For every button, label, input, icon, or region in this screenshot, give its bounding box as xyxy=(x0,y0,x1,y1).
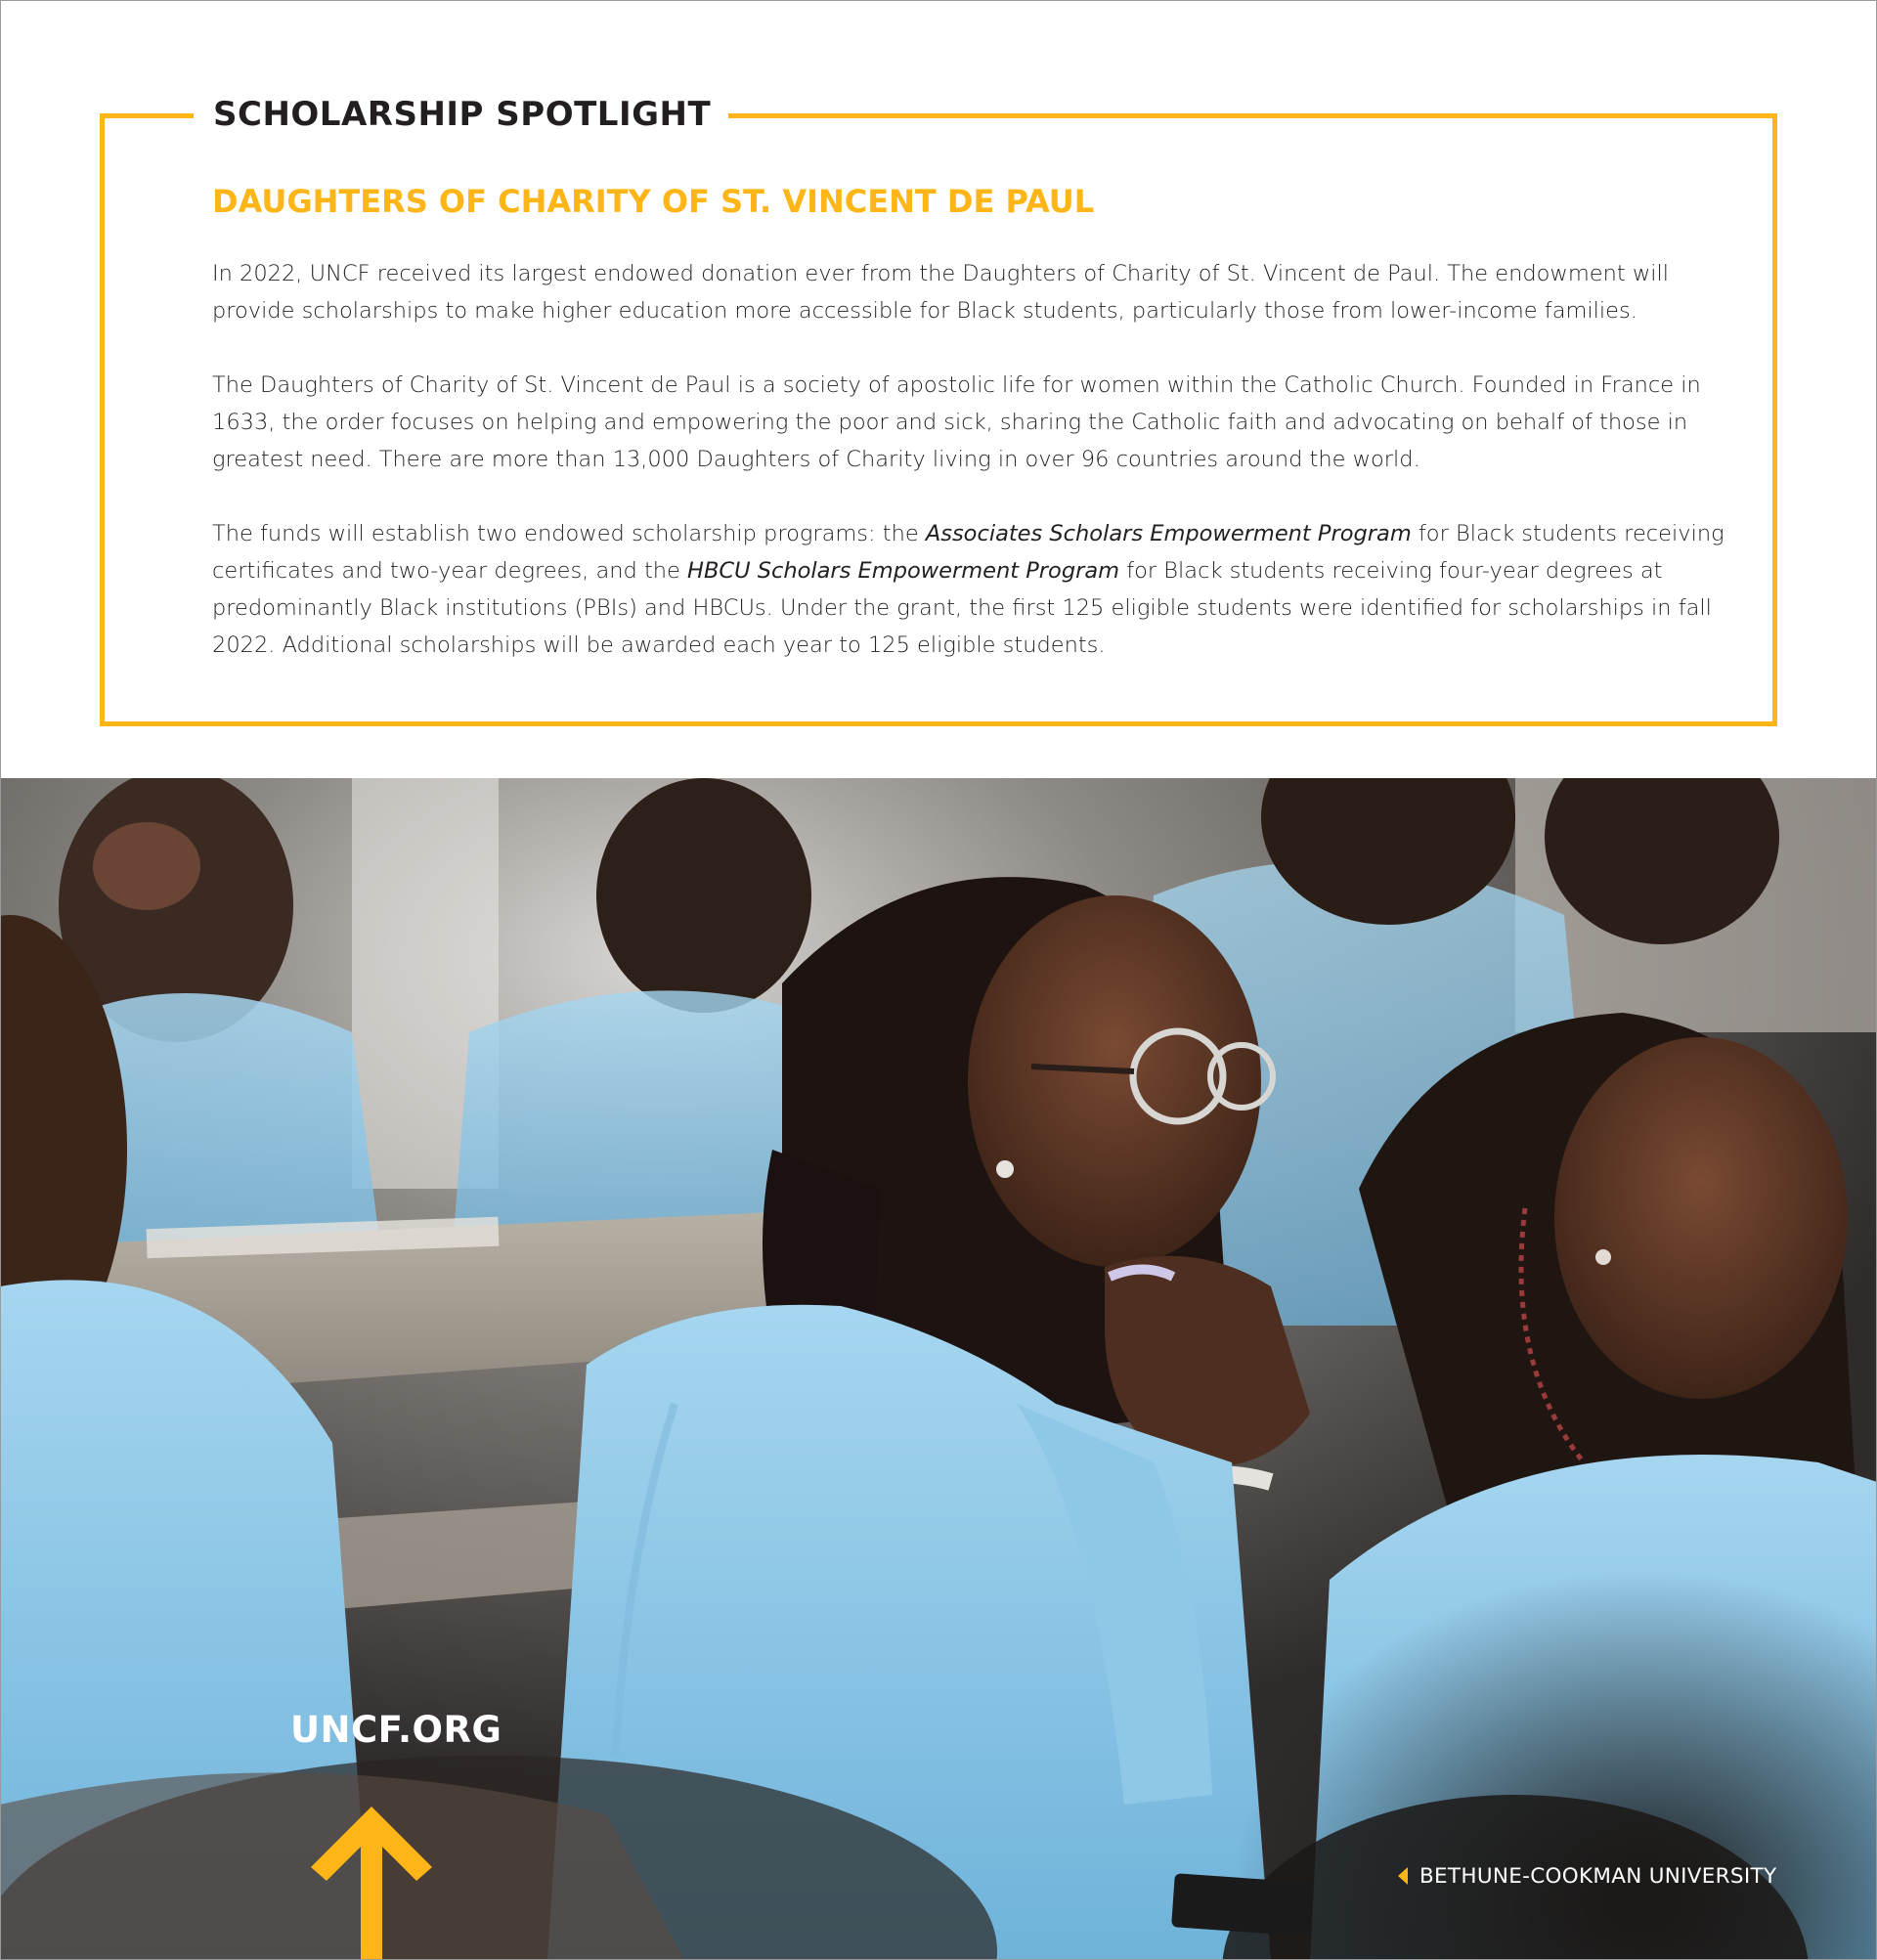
spotlight-body xyxy=(212,255,1732,664)
caret-left-icon xyxy=(1398,1867,1408,1885)
up-arrow-icon xyxy=(311,1807,432,1960)
paragraph-order-history: The Daughters of Charity of St. Vincent de Paul is a society of apostolic life for women within the Catholic Church. Founded in France in 1633, the order focuses on helping and empowering the poor and sick, sharing the Catholic faith and advocating on behalf of those in greatest need. There are more than 13,000 Daughters of Charity living in over 96 countries around the world. xyxy=(212,372,1701,472)
scholarship-spotlight-box xyxy=(100,95,1777,726)
programs-text-part2: for Black students receiving certificates and two-year degrees, and the xyxy=(212,521,1724,584)
caption-text: BETHUNE-COOKMAN UNIVERSITY xyxy=(1419,1863,1777,1889)
classroom-photo-illustration xyxy=(0,778,1877,1960)
photo-caption xyxy=(1398,1860,1776,1892)
program-name-associates: Associates Scholars Empowerment Program xyxy=(925,521,1412,546)
paragraph-donation: In 2022, UNCF received its largest endowed donation ever from the Daughters of Charity of St. Vincent de Paul. The endowment will provide scholarships to make higher education more accessible for Black students, particularly those from lower-income families. xyxy=(212,261,1669,324)
classroom-photo xyxy=(0,778,1877,1960)
spotlight-heading: SCHOLARSHIP SPOTLIGHT xyxy=(194,92,728,137)
programs-text-part1: The funds will establish two endowed scholarship programs: the xyxy=(212,521,926,546)
spotlight-subheading: DAUGHTERS OF CHARITY OF ST. VINCENT DE PAUL xyxy=(212,183,1095,220)
program-name-hbcu: HBCU Scholars Empowerment Program xyxy=(687,558,1120,584)
programs-text-part3: for Black students receiving four-year degrees at predominantly Black institutions (PBIs) and HBCUs. Under the grant, the first 125 eligible students were identified for scholarships in fall 2022. Additional scholarships will be awarded each year to 125 eligible students. xyxy=(212,558,1712,658)
site-url[interactable]: UNCF.ORG xyxy=(290,1709,502,1751)
paragraph-programs xyxy=(212,515,1732,664)
